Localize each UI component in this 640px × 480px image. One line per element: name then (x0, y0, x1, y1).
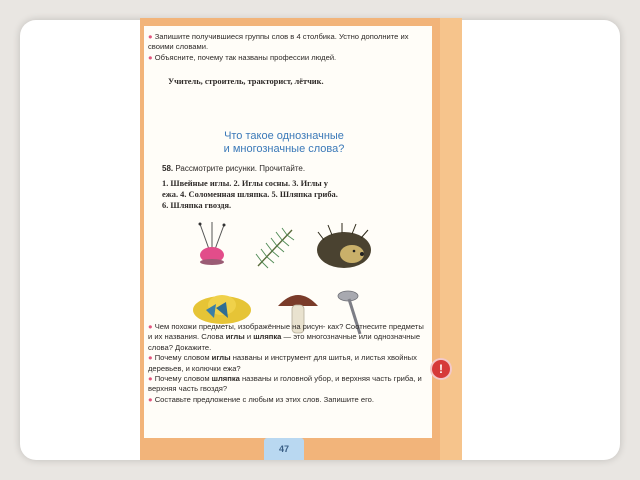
bullet-icon: ● (148, 52, 155, 62)
page-content (144, 26, 432, 438)
question-2: ● Почему словом иглы названы и инструмент для шитья, и листья хвойных деревьев, и колючки ежа? (148, 353, 417, 373)
questions-block (148, 322, 426, 405)
exercise-items: 1. Швейные иглы. 2. Иглы сосны. 3. Иглы у ежа. 4. Соломенная шляпка. 5. Шляпка гриба. 6. Шляпка гвоздя. (162, 179, 338, 210)
top-instructions (148, 32, 424, 63)
section-title: Что такое однозначные и многозначные слова? (223, 130, 345, 155)
bullet-icon: ● (148, 32, 155, 41)
bullet-item-1: ● Запишите получившиеся группы слов в 4 столбика. Устно дополните их своими словами. (148, 32, 409, 52)
bullet-icon: ● (148, 353, 155, 363)
textbook-page (140, 18, 462, 460)
bullet-icon: ● (148, 322, 155, 331)
pincushion-icon (192, 222, 232, 266)
exercise-instruction: 58. Рассмотрите рисунки. Прочитайте. (162, 164, 306, 173)
page-edge (440, 18, 462, 460)
exercise-number: 58. (162, 164, 174, 173)
bullet-icon: ● (148, 374, 155, 384)
exclamation-icon[interactable]: ! (432, 360, 450, 378)
bullet-icon: ● (148, 394, 155, 404)
professions-line: Учитель, строитель, тракторист, лётчик. (168, 77, 324, 86)
bullet-item-2: ● Объясните, почему так названы профессии людей. (148, 52, 337, 62)
question-3: ● Почему словом шляпка названы и головной убор, и верхняя часть гриба, и верхняя часть гвоздя? (148, 374, 422, 394)
hedgehog-icon (314, 222, 374, 270)
pine-branch-icon (254, 226, 296, 270)
question-4: ● Составьте предложение с любым из этих слов. Запишите его. (148, 394, 375, 404)
question-1: ● Чем похожи предметы, изображённые на рисун- ках? Соотнесите предметы и их названия. Слова иглы и шляпка — это многозначные или однозначные слова? Докажите. (148, 322, 424, 352)
page-number: 47 (264, 438, 304, 460)
